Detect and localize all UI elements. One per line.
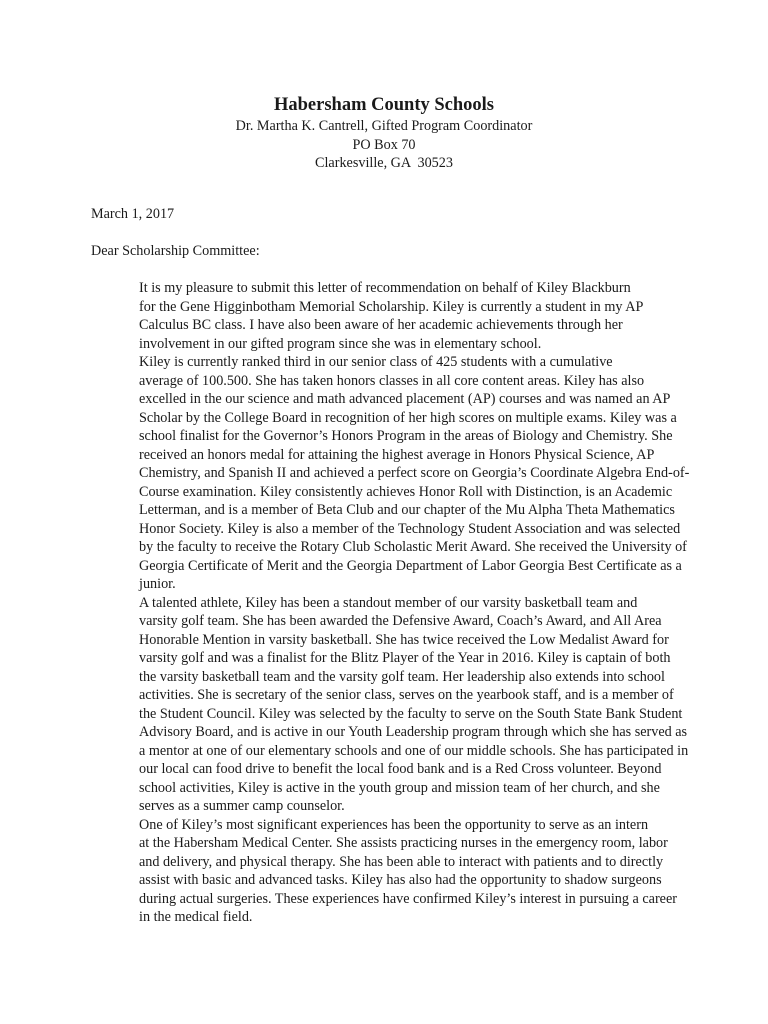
letter-body: [91, 279, 691, 927]
text-line: Letterman, and is a member of Beta Club and our chapter of the Mu Alpha Theta Mathematics: [139, 502, 675, 518]
text-line: Honor Society. Kiley is also a member of the Technology Student Association and was selected: [139, 520, 681, 537]
organization-name: Habersham County Schools: [274, 95, 494, 115]
po-box-line: PO Box 70: [352, 136, 416, 153]
text-line: varsity golf team. She has been awarded the Defensive Award, Coach’s Award, and All Area: [139, 613, 662, 629]
text-line: and delivery, and physical therapy. She has been able to interact with patients and to directly: [139, 853, 664, 870]
coordinator-line: Dr. Martha K. Cantrell, Gifted Program Coordinator: [235, 118, 533, 134]
text-line: A talented athlete, Kiley has been a standout member of our varsity basketball team and: [139, 594, 638, 611]
text-line: school activities, Kiley is active in the youth group and mission team of her church, and she: [139, 779, 660, 796]
text-line: the Student Council. Kiley was selected by the faculty to serve on the South State Bank Student: [139, 705, 683, 722]
text-line: Honorable Mention in varsity basketball. She has twice received the Low Medalist Award for: [139, 631, 669, 648]
text-line: Course examination. Kiley consistently achieves Honor Roll with Distinction, is an Academic: [139, 483, 673, 500]
text-line: serves as a summer camp counselor.: [139, 798, 345, 814]
text-line: our local can food drive to benefit the local food bank and is a Red Cross volunteer. Beyond: [139, 761, 662, 777]
text-line: excelled in the our science and math advanced placement (AP) courses and was named an AP: [139, 391, 671, 407]
text-line: in the medical field.: [139, 909, 253, 925]
text-line: for the Gene Higginbotham Memorial Scholarship. Kiley is currently a student in my AP: [139, 298, 644, 315]
text-line: Advisory Board, and is active in our Youth Leadership program through which she has served as: [139, 724, 688, 740]
text-line: Scholar by the College Board in recognition of her high scores on multiple exams. Kiley was a: [139, 409, 677, 426]
text-line: received an honors medal for attaining the highest average in Honors Physical Science, AP: [139, 446, 655, 463]
text-line: a mentor at one of our elementary schools and one of our middle schools. She has participated in: [139, 742, 689, 759]
text-line: Kiley is currently ranked third in our senior class of 425 students with a cumulative: [139, 354, 613, 370]
text-line: involvement in our gifted program since she was in elementary school.: [139, 335, 542, 352]
text-line: Calculus BC class. I have also been aware of her academic achievements through her: [139, 317, 623, 333]
letter-date: March 1, 2017: [91, 206, 175, 222]
paragraph-introduction: [91, 279, 691, 353]
text-line: during actual surgeries. These experiences have confirmed Kiley’s interest in pursuing a career: [139, 890, 678, 907]
text-line: by the faculty to receive the Rotary Club Scholastic Merit Award. She received the University of: [139, 539, 687, 555]
text-line: assist with basic and advanced tasks. Kiley has also had the opportunity to shadow surgeons: [139, 872, 662, 888]
text-line: It is my pleasure to submit this letter of recommendation on behalf of Kiley Blackburn: [139, 280, 631, 296]
text-line: school finalist for the Governor’s Honors Program in the areas of Biology and Chemistry. She: [139, 428, 673, 444]
text-line: varsity golf and was a finalist for the Blitz Player of the Year in 2016. Kiley is captain of both: [139, 650, 671, 666]
text-line: Chemistry, and Spanish II and achieved a perfect score on Georgia’s Coordinate Algebra End-of-: [139, 465, 690, 481]
text-line: at the Habersham Medical Center. She assists practicing nurses in the emergency room, labor: [139, 835, 668, 851]
paragraph-athletics-activities: [91, 594, 691, 816]
paragraph-academics: [91, 353, 691, 594]
city-state-zip-line: Clarkesville, GA 30523: [315, 155, 453, 171]
text-line: average of 100.500. She has taken honors classes in all core content areas. Kiley has also: [139, 372, 645, 389]
letterhead: [0, 93, 768, 173]
text-line: junior.: [139, 576, 176, 592]
text-line: Georgia Certificate of Merit and the Georgia Department of Labor Georgia Best Certificate as a: [139, 557, 682, 574]
paragraph-internship: [91, 816, 691, 927]
text-line: activities. She is secretary of the senior class, serves on the yearbook staff, and is a member of: [139, 687, 674, 703]
text-line: the varsity basketball team and the varsity golf team. Her leadership also extends into school: [139, 668, 665, 685]
text-line: One of Kiley’s most significant experiences has been the opportunity to serve as an intern: [139, 816, 649, 833]
salutation: Dear Scholarship Committee:: [91, 243, 260, 259]
